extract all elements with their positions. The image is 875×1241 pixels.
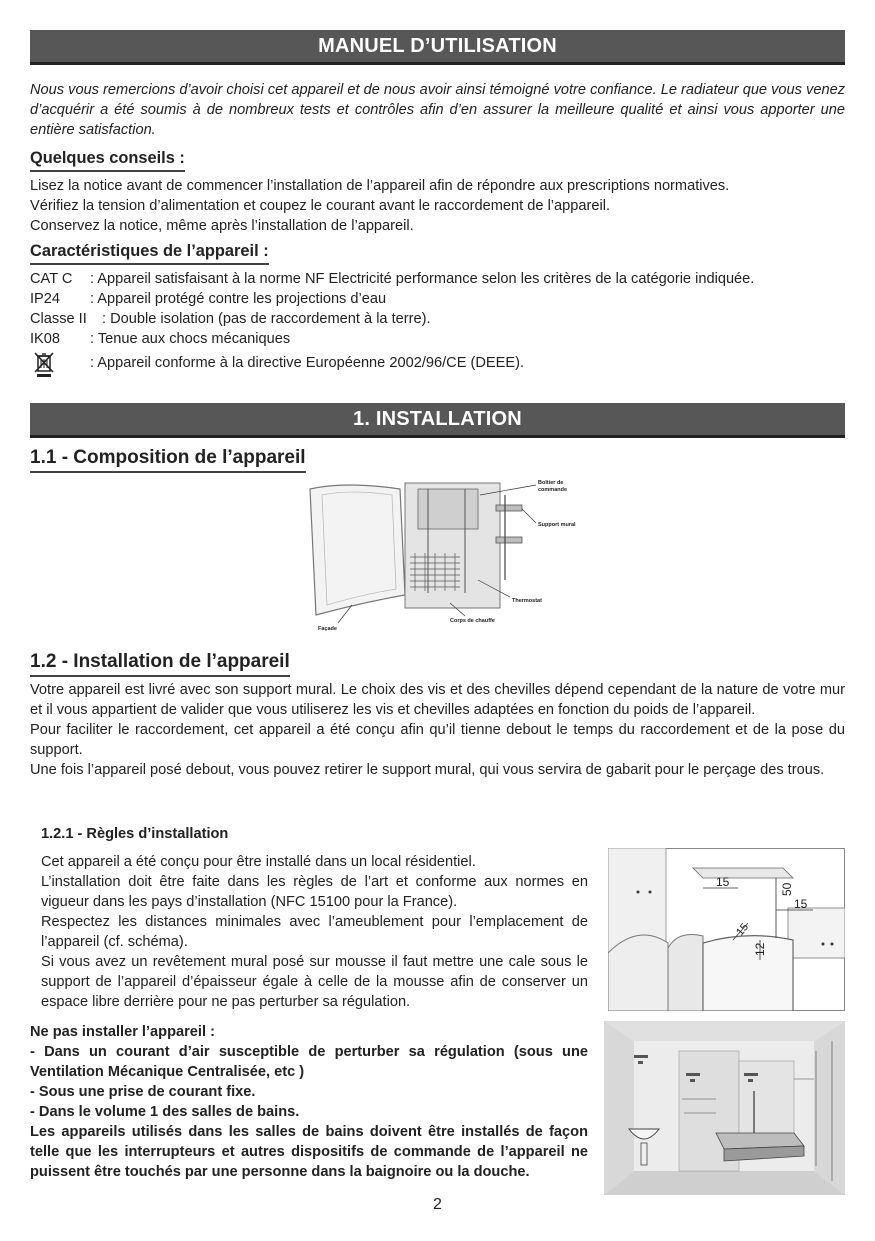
caracteristiques-heading: Caractéristiques de l’appareil : [30, 242, 269, 265]
inst-paragraph: Pour faciliter le raccordement, cet appareil a été conçu afin qu’il tienne debout le temps du raccordement et de la pose du support. [30, 722, 845, 758]
ne-pas-installer [30, 1022, 588, 1182]
inst-paragraph: Une fois l’appareil posé debout, vous pouvez retirer le support mural, qui vous servira de gabarit pour le perçage des trous. [30, 762, 825, 778]
ne-pas-title: Ne pas installer l’appareil : [30, 1024, 215, 1040]
ne-pas-item: - Sous une prise de courant fixe. [30, 1084, 256, 1100]
ne-pas-item: - Dans un courant d’air susceptible de perturber sa régulation (sous une Ventilation Mécanique Centralisée, etc ) [30, 1044, 588, 1080]
carac-code: CAT C [30, 271, 73, 287]
regles-paragraph: Si vous avez un revêtement mural posé sur mousse il faut mettre une cale sous le support de l’appareil d’épaisseur égale à celle de la mousse afin de conserver un espace libre derrière pour ne pas perturber sa régulation. [41, 954, 588, 1010]
regles-paragraph: L’installation doit être faite dans les règles de l’art et conforme aux normes en vigueur dans les pays d’installation (NFC 15100 pour la France). [41, 874, 588, 910]
clearance-diagram [608, 848, 845, 1011]
carac-desc: : Double isolation (pas de raccordement à la terre). [102, 311, 431, 327]
label-facade: Façade [318, 626, 337, 632]
carac-row-deee [30, 349, 870, 377]
crossed-bin-icon [32, 351, 56, 377]
page-number: 2 [433, 1196, 442, 1213]
dim-15-top: 15 [716, 875, 730, 889]
regles-text [41, 852, 588, 1012]
carac-desc: : Tenue aux chocs mécaniques [90, 331, 291, 347]
intro-paragraph: Nous vous remercions d’avoir choisi cet appareil et de nous avoir ainsi témoigné votre confiance. Le radiateur que vous venez d’acquérir a été soumis à de nombreux tests et contrôles afin d’en assurer la meilleure qualité et ainsi vous apporter une entière satisfaction. [30, 82, 845, 138]
regles-paragraph: Cet appareil a été conçu pour être installé dans un local résidentiel. [41, 854, 476, 870]
regles-heading: 1.2.1 - Règles d’installation [41, 826, 229, 842]
carac-desc: : Appareil satisfaisant à la norme NF Electricité performance selon les critères de la catégorie indiquée. [90, 271, 755, 287]
installation-text [30, 680, 845, 780]
carac-row [30, 269, 870, 289]
ne-pas-item: - Dans le volume 1 des salles de bains. [30, 1104, 300, 1120]
conseils-list [30, 176, 845, 236]
carac-row [30, 309, 870, 329]
inst-paragraph: Votre appareil est livré avec son support mural. Le choix des vis et des chevilles dépend cependant de la nature de votre mur et il vous appartient de valider que vous utiliserez les vis et chevilles adaptées en fonction du poids de l’appareil. [30, 682, 845, 718]
carac-row [30, 329, 870, 349]
installation-appareil-heading: 1.2 - Installation de l’appareil [30, 651, 290, 677]
dim-12: 12 [753, 942, 767, 956]
dim-50: 50 [780, 882, 794, 896]
carac-row [30, 289, 870, 309]
label-boitier-2: commande [538, 487, 568, 493]
installation-title: 1. INSTALLATION [353, 408, 522, 430]
conseil-line: Vérifiez la tension d’alimentation et coupez le courant avant le raccordement de l’appareil. [30, 198, 611, 214]
conseil-line: Conservez la notice, même après l’installation de l’appareil. [30, 218, 414, 234]
dim-15-diag: 15 [734, 921, 752, 939]
label-thermostat: Thermostat [512, 598, 542, 604]
carac-desc: : Appareil conforme à la directive Européenne 2002/96/CE (DEEE). [90, 355, 524, 371]
label-support: Support mural [538, 522, 576, 528]
conseils-heading: Quelques conseils : [30, 149, 185, 172]
ne-pas-note: Les appareils utilisés dans les salles de bains doivent être installés de façon telle que les interrupteurs et autres dispositifs de commande de l’appareil ne puissent être touchés par une personne dans la baignoire ou la douche. [30, 1124, 588, 1180]
carac-code: IK08 [30, 331, 61, 347]
dim-15-side: 15 [794, 897, 808, 911]
carac-code: IP24 [30, 291, 61, 307]
manual-title-banner [30, 30, 845, 65]
bathroom-volumes-diagram [604, 1021, 845, 1195]
composition-diagram [300, 475, 600, 635]
conseil-line: Lisez la notice avant de commencer l’installation de l’appareil afin de répondre aux prescriptions normatives. [30, 178, 730, 194]
manual-title: MANUEL D’UTILISATION [318, 35, 557, 57]
composition-heading: 1.1 - Composition de l’appareil [30, 447, 306, 473]
label-corps: Corps de chauffe [450, 618, 495, 624]
label-boitier-1: Boîtier de [538, 480, 564, 486]
caracteristiques-list [30, 269, 870, 377]
installation-banner [30, 403, 845, 438]
carac-code: Classe II [30, 311, 87, 327]
regles-paragraph: Respectez les distances minimales avec l’ameublement pour l’emplacement de l’appareil (cf. schéma). [41, 914, 588, 950]
carac-desc: : Appareil protégé contre les projections d’eau [90, 291, 387, 307]
